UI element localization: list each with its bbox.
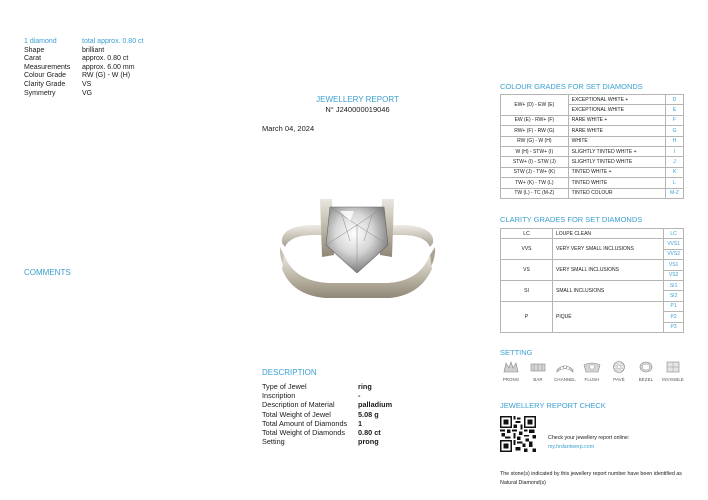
table-cell: WHITE — [568, 136, 665, 146]
diamond-weight-label: Total Weight of Diamonds — [262, 428, 346, 438]
table-cell: L — [666, 178, 684, 188]
setting-invisible — [662, 360, 684, 382]
table-cell: RARE WHITE + — [568, 115, 665, 125]
table-cell: STW (J) - TW+ (K) — [501, 167, 569, 177]
table-cell: VERY SMALL INCLUSIONS — [553, 260, 664, 281]
setting-flush — [581, 360, 603, 382]
setting-heading: SETTING — [500, 348, 533, 357]
table-cell: SLIGHTLY TINTED WHITE — [568, 157, 665, 167]
material-label: Description of Material — [262, 400, 335, 410]
setting-label: CHANNEL — [554, 377, 576, 382]
table-cell: F — [666, 115, 684, 125]
setting-label: PRONG — [502, 377, 520, 382]
table-cell: LC — [501, 229, 553, 239]
setting-channel — [554, 360, 576, 382]
table-row — [501, 188, 684, 198]
table-cell: SI1 — [664, 280, 684, 290]
jewel-weight-label: Total Weight of Jewel — [262, 409, 331, 419]
carat-value: approx. 0.80 ct — [82, 55, 129, 63]
table-cell: EXCEPTIONAL WHITE + — [568, 95, 665, 105]
table-cell: VVS — [501, 239, 553, 260]
table-cell: EXCEPTIONAL WHITE — [568, 105, 665, 115]
table-cell: P1 — [664, 301, 684, 311]
invisible-icon — [664, 360, 682, 374]
bar-icon — [529, 360, 547, 374]
table-cell: I — [666, 146, 684, 156]
table-cell: EW+ (D) - EW (E) — [501, 95, 569, 116]
report-number: N° J240000019046 — [325, 105, 390, 114]
table-row — [501, 167, 684, 177]
prong-icon — [502, 360, 520, 374]
table-cell: SLIGHTLY TINTED WHITE + — [568, 146, 665, 156]
table-cell: W (H) - STW+ (I) — [501, 146, 569, 156]
table-cell: RARE WHITE — [568, 126, 665, 136]
colour-grades-table — [500, 94, 684, 199]
shape-value: brilliant — [82, 46, 105, 54]
table-cell: RW+ (F) - RW (G) — [501, 126, 569, 136]
diamond-weight-value: 0.80 ct — [358, 428, 381, 438]
table-cell: E — [666, 105, 684, 115]
report-title: JEWELLERY REPORT — [316, 95, 399, 104]
report-date: March 04, 2024 — [262, 124, 315, 133]
table-cell: SI2 — [664, 291, 684, 301]
table-cell: TINTED WHITE — [568, 178, 665, 188]
table-cell: M-Z — [666, 188, 684, 198]
setting-bezel — [635, 360, 657, 382]
table-row — [501, 301, 684, 311]
inscription-value: - — [358, 391, 361, 401]
setting-bar — [527, 360, 549, 382]
table-cell: PIQUÉ — [553, 301, 664, 332]
colour-grades-heading: COLOUR GRADES FOR SET DIAMONDS — [500, 82, 643, 91]
table-cell: STW+ (I) - STW (J) — [501, 157, 569, 167]
table-row — [501, 229, 684, 239]
measurements-value: approx. 6.00 mm — [82, 63, 135, 71]
natural-diamond-note: The stone(s) indicated by this jewellery report number have been identified as Natural Diamond(s) — [500, 471, 682, 486]
table-row — [501, 260, 684, 270]
table-cell: RW (G) - W (H) — [501, 136, 569, 146]
table-cell: VS1 — [664, 260, 684, 270]
diamond-total-weight: total approx. 0.80 ct — [82, 38, 144, 45]
pave-icon — [610, 360, 628, 374]
table-cell: VERY VERY SMALL INCLUSIONS — [553, 239, 664, 260]
table-row — [501, 178, 684, 188]
table-row — [501, 146, 684, 156]
diamond-summary — [24, 38, 234, 98]
table-cell: VVS2 — [664, 249, 684, 259]
setting-label: PAVÉ — [613, 377, 625, 382]
clarity-grades-heading: CLARITY GRADES FOR SET DIAMONDS — [500, 215, 643, 224]
qr-code[interactable] — [500, 416, 536, 452]
setting-prong — [500, 360, 522, 382]
symmetry-label: Symmetry — [24, 89, 56, 97]
description-list — [262, 382, 422, 446]
setting-label: INVISIBLE — [662, 377, 684, 382]
clarity-grade-label: Clarity Grade — [24, 80, 66, 88]
setting-value: prong — [358, 437, 379, 447]
table-cell: SMALL INCLUSIONS — [553, 280, 664, 301]
channel-icon — [556, 360, 574, 374]
setting-label: BAR — [533, 377, 543, 382]
table-cell: K — [666, 167, 684, 177]
report-check-text: Check your jewellery report online: — [548, 435, 630, 441]
setting-icons — [500, 360, 684, 382]
table-cell: SI — [501, 280, 553, 301]
setting-label: FLUSH — [584, 377, 600, 382]
table-row — [501, 280, 684, 290]
table-cell: TINTED WHITE + — [568, 167, 665, 177]
inscription-label: Inscription — [262, 391, 296, 401]
table-cell: G — [666, 126, 684, 136]
table-cell: P — [501, 301, 553, 332]
table-cell: LOUPE CLEAN — [553, 229, 664, 239]
table-cell: D — [666, 95, 684, 105]
table-cell: P2 — [664, 312, 684, 322]
table-row — [501, 239, 684, 249]
table-row — [501, 157, 684, 167]
setting-label: BEZEL — [638, 377, 654, 382]
table-row — [501, 95, 684, 105]
table-cell: TW+ (K) - TW (L) — [501, 178, 569, 188]
report-check-heading: JEWELLERY REPORT CHECK — [500, 401, 606, 410]
setting-label: Setting — [262, 437, 285, 447]
table-row — [501, 126, 684, 136]
clarity-grade-value: VS — [82, 80, 92, 88]
measurements-label: Measurements — [24, 63, 71, 71]
table-row — [501, 115, 684, 125]
flush-icon — [583, 360, 601, 374]
carat-label: Carat — [24, 55, 42, 63]
table-row — [501, 136, 684, 146]
table-cell: H — [666, 136, 684, 146]
table-cell: VS2 — [664, 270, 684, 280]
type-value: ring — [358, 382, 372, 391]
table-cell: EW (E) - RW+ (F) — [501, 115, 569, 125]
report-check-url[interactable]: my.hrdantwerp.com — [548, 444, 595, 450]
table-cell: VS — [501, 260, 553, 281]
clarity-grades-table — [500, 228, 684, 333]
type-label: Type of Jewel — [262, 382, 307, 391]
comments-heading: COMMENTS — [24, 268, 71, 277]
table-cell: VVS1 — [664, 239, 684, 249]
colour-grade-label: Colour Grade — [24, 72, 67, 80]
table-cell: J — [666, 157, 684, 167]
bezel-icon — [637, 360, 655, 374]
description-heading: DESCRIPTION — [262, 368, 317, 377]
setting-pave — [608, 360, 630, 382]
table-cell: P3 — [664, 322, 684, 332]
material-value: palladium — [358, 400, 393, 410]
table-cell: TINTED COLOUR — [568, 188, 665, 198]
table-cell: LC — [664, 229, 684, 239]
diamond-amount-value: 1 — [358, 418, 363, 428]
diamond-count: 1 diamond — [24, 38, 57, 45]
shape-label: Shape — [24, 46, 45, 54]
symmetry-value: VG — [82, 89, 93, 97]
ring-photo — [270, 185, 445, 310]
colour-grade-value: RW (G) - W (H) — [82, 72, 131, 80]
jewel-weight-value: 5.08 g — [358, 409, 379, 419]
diamond-amount-label: Total Amount of Diamonds — [262, 418, 348, 428]
table-cell: TW (L) - TC (M-Z) — [501, 188, 569, 198]
